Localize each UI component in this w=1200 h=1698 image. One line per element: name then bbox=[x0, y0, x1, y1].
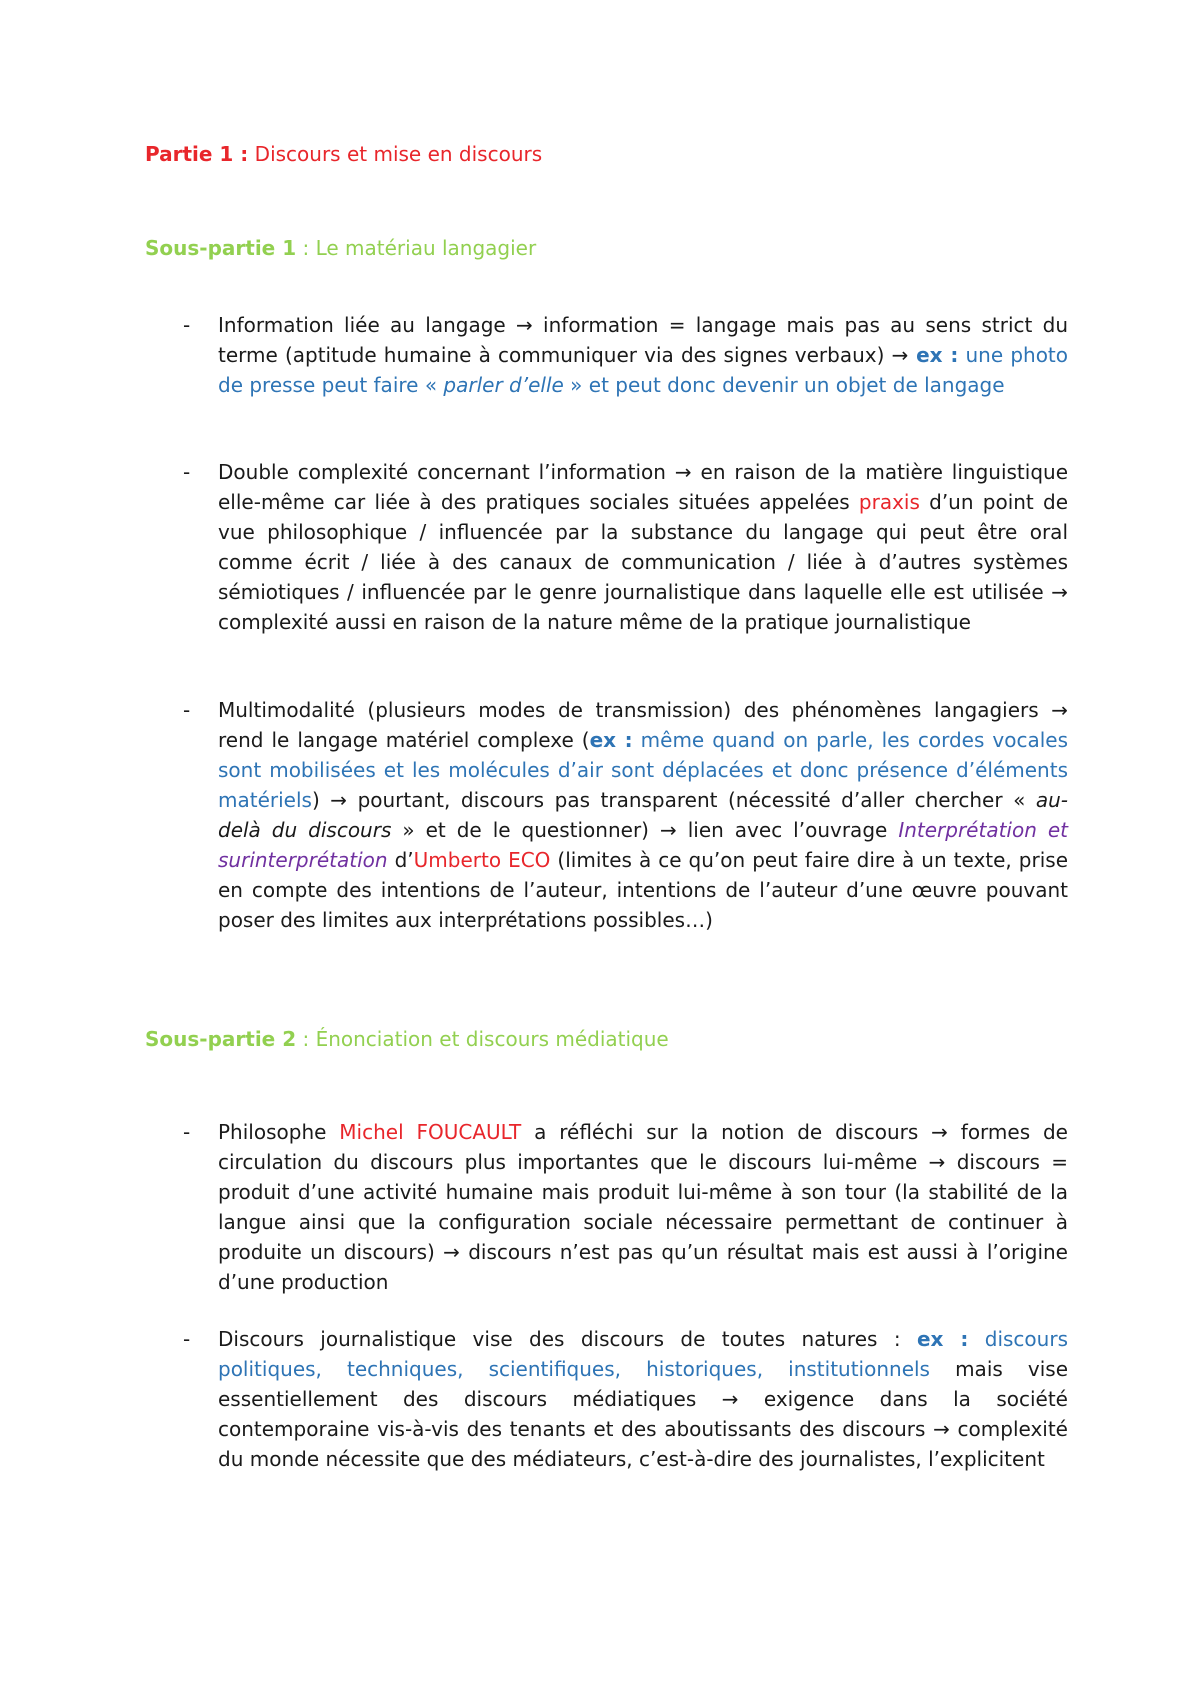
item-text: Discours journalistique vise des discours de toutes natures : ex : discours politiques, techniques, scientifiques, historiques, institutionnels mais vise essentiellement des discours médiatiques → exigence dans la société contemporaine vis-à-vis des tenants et des aboutissants des discours → complexité du monde nécessite que des médiateurs, c’est-à-dire des journalistes, l’explicitent bbox=[218, 1327, 1069, 1471]
arrow-icon: → bbox=[721, 1387, 739, 1411]
bullet-dash: - bbox=[183, 313, 191, 337]
item-text: Information liée au langage → information = langage mais pas au sens strict du terme (aptitude humaine à communiquer via des signes verbaux) → ex : une photo de presse peut faire « parler d’elle » et peut donc devenir un objet de langage bbox=[218, 313, 1069, 397]
item-text: Philosophe Michel FOUCAULT a réfléchi sur la notion de discours → formes de circulation du discours plus importantes que le discours lui-même → discours = produit d’une activité humaine mais produit lui-même à son tour (la stabilité de la langue ainsi que la configuration sociale nécessaire permettant de continuer à produite un discours) → discours n’est pas qu’un résultat mais est aussi à l’origine d’une production bbox=[218, 1120, 1068, 1294]
arrow-icon: → bbox=[933, 1417, 950, 1441]
list-item bbox=[183, 1117, 1068, 1297]
arrow-icon: → bbox=[1051, 580, 1068, 604]
list-item bbox=[183, 457, 1068, 637]
example-label: ex : bbox=[916, 1327, 969, 1351]
part-heading bbox=[145, 142, 542, 166]
bullet-dash: - bbox=[183, 1327, 191, 1351]
person-name: Michel FOUCAULT bbox=[339, 1120, 522, 1144]
arrow-icon: → bbox=[516, 313, 533, 337]
term-praxis: praxis bbox=[858, 490, 920, 514]
list-item bbox=[183, 310, 1068, 400]
arrow-icon: → bbox=[674, 460, 692, 484]
section-title: Énonciation et discours médiatique bbox=[315, 1027, 669, 1051]
section-heading-1: Sous-partie 1 : Le matériau langagier bbox=[145, 236, 537, 260]
arrow-icon: → bbox=[659, 818, 677, 842]
arrow-icon: → bbox=[443, 1240, 460, 1264]
part-title: Discours et mise en discours bbox=[254, 142, 543, 166]
arrow-icon: → bbox=[330, 788, 348, 812]
section-label: Sous-partie 2 bbox=[145, 1027, 297, 1051]
arrow-icon: → bbox=[928, 1150, 946, 1174]
bullet-dash: - bbox=[183, 460, 191, 484]
list-item bbox=[183, 1324, 1068, 1474]
arrow-icon: → bbox=[1051, 698, 1068, 722]
book-title: Interprétation et surinterprétation bbox=[218, 818, 1069, 872]
item-text: Multimodalité (plusieurs modes de transmission) des phénomènes langagiers → rend le langage matériel complexe (ex : même quand on parle, les cordes vocales sont mobilisées et les molécules d’air sont déplacées et donc présence d’éléments matériels) → pourtant, discours pas transparent (nécessité d’aller chercher « au-delà du discours » et de le questionner) → lien avec l’ouvrage Interprétation et surinterprétation d’Umberto ECO (limites à ce qu’on peut faire dire à un texte, prise en compte des intentions de l’auteur, intentions de l’auteur d’une œuvre pouvant poser des limites aux interprétations possibles…) bbox=[218, 698, 1069, 932]
item-text: Double complexité concernant l’information → en raison de la matière linguistique elle-même car liée à des pratiques sociales situées appelées praxis d’un point de vue philosophique / influencée par la substance du langage qui peut être oral comme écrit / liée à des canaux de communication / liée à d’autres systèmes sémiotiques / influencée par le genre journalistique dans laquelle elle est utilisée → complexité aussi en raison de la nature même de la pratique journalistique bbox=[218, 460, 1068, 634]
section-title: Le matériau langagier bbox=[315, 236, 537, 260]
bullet-dash: - bbox=[183, 1120, 191, 1144]
example-label: ex : bbox=[908, 343, 959, 367]
arrow-icon: → bbox=[891, 343, 909, 367]
section-heading-2: Sous-partie 2 : Énonciation et discours médiatique bbox=[145, 1027, 669, 1051]
author-name: Umberto ECO bbox=[413, 848, 551, 872]
example-label: ex : bbox=[589, 728, 633, 752]
bullet-dash: - bbox=[183, 698, 191, 722]
part-label: Partie 1 : bbox=[145, 142, 249, 166]
section-label: Sous-partie 1 bbox=[145, 236, 297, 260]
list-item bbox=[183, 695, 1068, 935]
arrow-icon: → bbox=[931, 1120, 948, 1144]
